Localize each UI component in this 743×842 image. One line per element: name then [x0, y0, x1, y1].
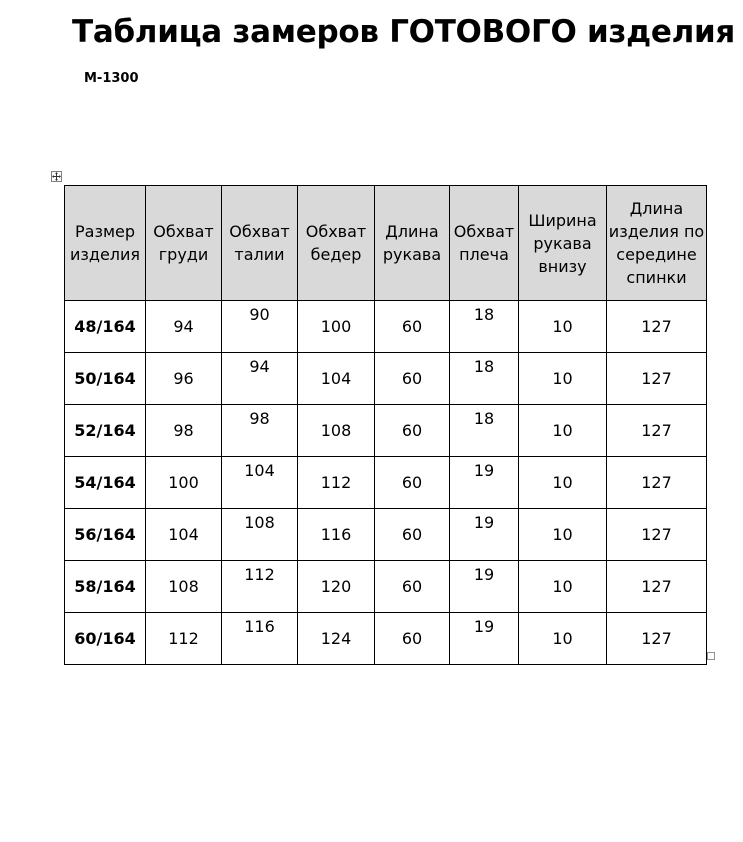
back-length-cell: 127 — [607, 457, 707, 509]
sleeve-length-cell: 60 — [375, 301, 450, 353]
sleeve-width-cell: 10 — [519, 457, 607, 509]
sleeve-length-cell: 60 — [375, 405, 450, 457]
table-row — [65, 613, 707, 665]
header-chest: Обхват груди — [146, 186, 222, 301]
size-cell: 56/164 — [65, 509, 146, 561]
waist-cell: 104 — [222, 457, 298, 509]
sleeve-length-cell: 60 — [375, 561, 450, 613]
chest-cell: 100 — [146, 457, 222, 509]
chest-cell: 96 — [146, 353, 222, 405]
shoulder-cell: 19 — [450, 613, 519, 665]
size-cell: 58/164 — [65, 561, 146, 613]
back-length-cell: 127 — [607, 613, 707, 665]
chest-cell: 94 — [146, 301, 222, 353]
chest-cell: 112 — [146, 613, 222, 665]
hips-cell: 120 — [298, 561, 375, 613]
header-back-length: Длина изделия по середине спинки — [607, 186, 707, 301]
sleeve-length-cell: 60 — [375, 353, 450, 405]
shoulder-cell: 18 — [450, 301, 519, 353]
move-arrows-icon[interactable] — [51, 171, 62, 182]
hips-cell: 104 — [298, 353, 375, 405]
shoulder-cell: 18 — [450, 405, 519, 457]
chest-cell: 98 — [146, 405, 222, 457]
shoulder-cell: 19 — [450, 509, 519, 561]
hips-cell: 124 — [298, 613, 375, 665]
table-row — [65, 509, 707, 561]
sleeve-length-cell: 60 — [375, 457, 450, 509]
waist-cell: 112 — [222, 561, 298, 613]
size-cell: 60/164 — [65, 613, 146, 665]
table-row — [65, 405, 707, 457]
header-hips: Обхват бедер — [298, 186, 375, 301]
hips-cell: 112 — [298, 457, 375, 509]
chest-cell: 104 — [146, 509, 222, 561]
back-length-cell: 127 — [607, 301, 707, 353]
waist-cell: 94 — [222, 353, 298, 405]
shoulder-cell: 19 — [450, 457, 519, 509]
table-row — [65, 301, 707, 353]
sleeve-length-cell: 60 — [375, 509, 450, 561]
waist-cell: 108 — [222, 509, 298, 561]
header-sleeve-width: Ширина рукава внизу — [519, 186, 607, 301]
model-number: М-1300 — [84, 71, 139, 86]
back-length-cell: 127 — [607, 509, 707, 561]
table-row — [65, 353, 707, 405]
size-cell: 50/164 — [65, 353, 146, 405]
sleeve-width-cell: 10 — [519, 509, 607, 561]
size-cell: 52/164 — [65, 405, 146, 457]
waist-cell: 116 — [222, 613, 298, 665]
back-length-cell: 127 — [607, 405, 707, 457]
sleeve-width-cell: 10 — [519, 613, 607, 665]
shoulder-cell: 18 — [450, 353, 519, 405]
table-row — [65, 561, 707, 613]
sleeve-width-cell: 10 — [519, 405, 607, 457]
waist-cell: 90 — [222, 301, 298, 353]
back-length-cell: 127 — [607, 561, 707, 613]
sleeve-width-cell: 10 — [519, 353, 607, 405]
hips-cell: 108 — [298, 405, 375, 457]
table-row — [65, 457, 707, 509]
header-row — [65, 186, 707, 301]
waist-cell: 98 — [222, 405, 298, 457]
sleeve-width-cell: 10 — [519, 561, 607, 613]
resize-square-icon[interactable] — [707, 652, 715, 660]
back-length-cell: 127 — [607, 353, 707, 405]
chest-cell: 108 — [146, 561, 222, 613]
document-title: Таблица замеров ГОТОВОГО изделия — [71, 14, 736, 50]
hips-cell: 116 — [298, 509, 375, 561]
header-size: Размер изделия — [65, 186, 146, 301]
measurements-table — [64, 185, 707, 665]
size-cell: 54/164 — [65, 457, 146, 509]
hips-cell: 100 — [298, 301, 375, 353]
header-sleeve-length: Длина рукава — [375, 186, 450, 301]
shoulder-cell: 19 — [450, 561, 519, 613]
header-shoulder: Обхват плеча — [450, 186, 519, 301]
sleeve-length-cell: 60 — [375, 613, 450, 665]
header-waist: Обхват талии — [222, 186, 298, 301]
size-cell: 48/164 — [65, 301, 146, 353]
sleeve-width-cell: 10 — [519, 301, 607, 353]
